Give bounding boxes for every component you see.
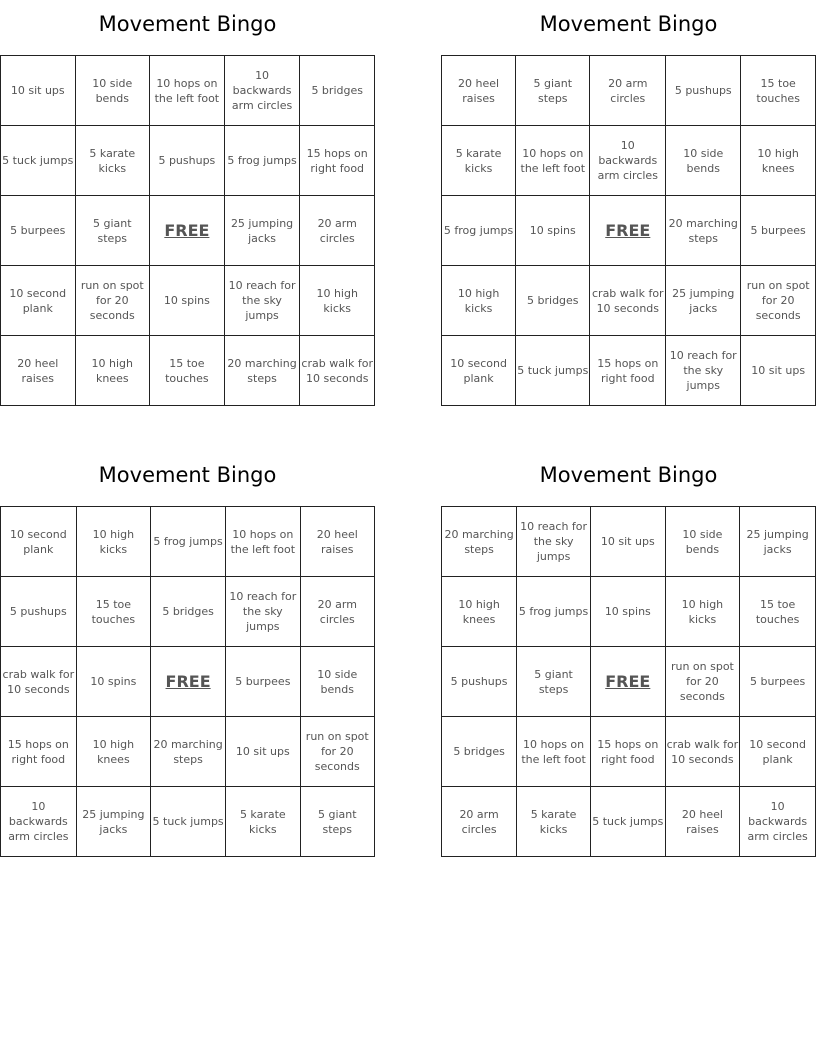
free-space-cell: FREE xyxy=(590,196,666,266)
bingo-cell: 5 frog jumps xyxy=(442,196,516,266)
bingo-cell: 15 toe touches xyxy=(150,336,225,406)
grid-row xyxy=(442,717,816,787)
bingo-cell: 20 marching steps xyxy=(666,196,741,266)
bingo-cell: 5 giant steps xyxy=(517,647,591,717)
grid-row xyxy=(1,647,375,717)
grid-row xyxy=(1,717,375,787)
bingo-cell: 15 toe touches xyxy=(76,577,150,647)
bingo-cell: 10 reach for the sky jumps xyxy=(226,577,300,647)
card-title: Movement Bingo xyxy=(539,12,718,36)
bingo-cell: run on spot for 20 seconds xyxy=(665,647,740,717)
bingo-cell: 10 second plank xyxy=(442,336,516,406)
bingo-cell: 5 pushups xyxy=(666,56,741,126)
bingo-grid xyxy=(441,55,816,406)
bingo-cell: 10 high kicks xyxy=(300,266,375,336)
bingo-grid xyxy=(441,506,816,857)
bingo-cell: 15 toe touches xyxy=(740,577,816,647)
bingo-cell: 15 hops on right food xyxy=(1,717,77,787)
bingo-cell: 5 pushups xyxy=(1,577,77,647)
grid-row xyxy=(1,126,375,196)
bingo-cell: 20 heel raises xyxy=(300,507,374,577)
bingo-cell: 10 high kicks xyxy=(442,266,516,336)
bingo-cell: 20 marching steps xyxy=(224,336,300,406)
grid-row xyxy=(442,577,816,647)
bingo-cell: crab walk for 10 seconds xyxy=(665,717,740,787)
bingo-cell: 5 pushups xyxy=(442,647,517,717)
bingo-cell: crab walk for 10 seconds xyxy=(590,266,666,336)
bingo-cell: 5 karate kicks xyxy=(442,126,516,196)
grid-row xyxy=(1,336,375,406)
bingo-cell: 10 side bends xyxy=(666,126,741,196)
free-space-cell: FREE xyxy=(150,196,225,266)
bingo-cell: 5 bridges xyxy=(300,56,375,126)
card-title: Movement Bingo xyxy=(98,463,277,487)
bingo-cell: 5 giant steps xyxy=(300,787,374,857)
bingo-cell: run on spot for 20 seconds xyxy=(75,266,150,336)
free-space-cell: FREE xyxy=(590,647,665,717)
grid-row xyxy=(442,787,816,857)
bingo-cell: 15 hops on right food xyxy=(590,717,665,787)
grid-row xyxy=(442,196,816,266)
grid-row xyxy=(442,126,816,196)
bingo-cell: 10 backwards arm circles xyxy=(740,787,816,857)
bingo-cell: 10 sit ups xyxy=(1,56,76,126)
bingo-cell: 10 reach for the sky jumps xyxy=(517,507,591,577)
bingo-cell: 15 toe touches xyxy=(741,56,816,126)
bingo-cell: crab walk for 10 seconds xyxy=(1,647,77,717)
bingo-cell: 20 heel raises xyxy=(1,336,76,406)
grid-row xyxy=(442,56,816,126)
bingo-cell: 10 backwards arm circles xyxy=(590,126,666,196)
bingo-cell: 10 hops on the left foot xyxy=(150,56,225,126)
bingo-cell: 5 bridges xyxy=(151,577,226,647)
grid-row xyxy=(1,577,375,647)
bingo-cell: 10 spins xyxy=(516,196,590,266)
bingo-cell: 20 marching steps xyxy=(442,507,517,577)
bingo-cell: 5 frog jumps xyxy=(224,126,300,196)
bingo-cell: 25 jumping jacks xyxy=(666,266,741,336)
bingo-cell: 10 reach for the sky jumps xyxy=(666,336,741,406)
bingo-cell: 5 tuck jumps xyxy=(590,787,665,857)
bingo-cell: 5 tuck jumps xyxy=(151,787,226,857)
bingo-cell: 5 tuck jumps xyxy=(516,336,590,406)
bingo-cell: 5 bridges xyxy=(442,717,517,787)
bingo-cell: 5 burpees xyxy=(740,647,816,717)
bingo-cell: 10 second plank xyxy=(740,717,816,787)
bingo-cell: 20 heel raises xyxy=(442,56,516,126)
card-title: Movement Bingo xyxy=(98,12,277,36)
bingo-cell: 5 tuck jumps xyxy=(1,126,76,196)
bingo-cell: run on spot for 20 seconds xyxy=(300,717,374,787)
bingo-cell: 5 bridges xyxy=(516,266,590,336)
bingo-cell: 10 sit ups xyxy=(226,717,300,787)
bingo-cell: 10 second plank xyxy=(1,266,76,336)
bingo-cell: 20 marching steps xyxy=(151,717,226,787)
bingo-cell: crab walk for 10 seconds xyxy=(300,336,375,406)
bingo-cell: 5 giant steps xyxy=(516,56,590,126)
bingo-cell: 25 jumping jacks xyxy=(740,507,816,577)
bingo-cell: 10 hops on the left foot xyxy=(517,717,591,787)
bingo-cell: 10 high knees xyxy=(741,126,816,196)
bingo-cell: 15 hops on right food xyxy=(590,336,666,406)
card-title: Movement Bingo xyxy=(539,463,718,487)
bingo-cell: 10 side bends xyxy=(75,56,150,126)
grid-row xyxy=(1,787,375,857)
bingo-cell: 5 karate kicks xyxy=(75,126,150,196)
grid-row xyxy=(442,266,816,336)
bingo-cell: 5 karate kicks xyxy=(226,787,300,857)
grid-row xyxy=(1,507,375,577)
grid-row xyxy=(442,507,816,577)
bingo-cell: 20 heel raises xyxy=(665,787,740,857)
bingo-cell: 10 sit ups xyxy=(741,336,816,406)
bingo-cell: 10 backwards arm circles xyxy=(224,56,300,126)
grid-row xyxy=(1,266,375,336)
bingo-cell: run on spot for 20 seconds xyxy=(741,266,816,336)
bingo-cell: 10 high kicks xyxy=(76,507,150,577)
free-space-cell: FREE xyxy=(151,647,226,717)
bingo-cell: 10 hops on the left foot xyxy=(516,126,590,196)
bingo-cell: 5 burpees xyxy=(226,647,300,717)
bingo-cell: 10 backwards arm circles xyxy=(1,787,77,857)
bingo-cell: 10 high knees xyxy=(76,717,150,787)
bingo-cell: 10 reach for the sky jumps xyxy=(224,266,300,336)
bingo-cell: 10 side bends xyxy=(665,507,740,577)
bingo-cell: 10 high kicks xyxy=(665,577,740,647)
bingo-cell: 5 giant steps xyxy=(75,196,150,266)
bingo-cell: 20 arm circles xyxy=(590,56,666,126)
bingo-cell: 10 high knees xyxy=(75,336,150,406)
bingo-grid xyxy=(0,55,375,406)
bingo-cell: 10 sit ups xyxy=(590,507,665,577)
bingo-grid xyxy=(0,506,375,857)
grid-row xyxy=(442,336,816,406)
grid-row xyxy=(1,56,375,126)
bingo-cell: 15 hops on right food xyxy=(300,126,375,196)
bingo-cell: 10 high knees xyxy=(442,577,517,647)
bingo-cell: 10 spins xyxy=(76,647,150,717)
bingo-cell: 25 jumping jacks xyxy=(76,787,150,857)
bingo-cell: 5 frog jumps xyxy=(151,507,226,577)
bingo-cell: 5 burpees xyxy=(741,196,816,266)
bingo-cell: 5 burpees xyxy=(1,196,76,266)
bingo-cell: 25 jumping jacks xyxy=(224,196,300,266)
bingo-cell: 10 spins xyxy=(150,266,225,336)
bingo-cell: 5 karate kicks xyxy=(517,787,591,857)
bingo-cell: 10 spins xyxy=(590,577,665,647)
bingo-cell: 5 pushups xyxy=(150,126,225,196)
bingo-cell: 10 side bends xyxy=(300,647,374,717)
bingo-cell: 5 frog jumps xyxy=(517,577,591,647)
grid-row xyxy=(1,196,375,266)
bingo-cell: 10 second plank xyxy=(1,507,77,577)
grid-row xyxy=(442,647,816,717)
bingo-cell: 20 arm circles xyxy=(300,196,375,266)
bingo-cell: 10 hops on the left foot xyxy=(226,507,300,577)
bingo-cell: 20 arm circles xyxy=(442,787,517,857)
bingo-cell: 20 arm circles xyxy=(300,577,374,647)
